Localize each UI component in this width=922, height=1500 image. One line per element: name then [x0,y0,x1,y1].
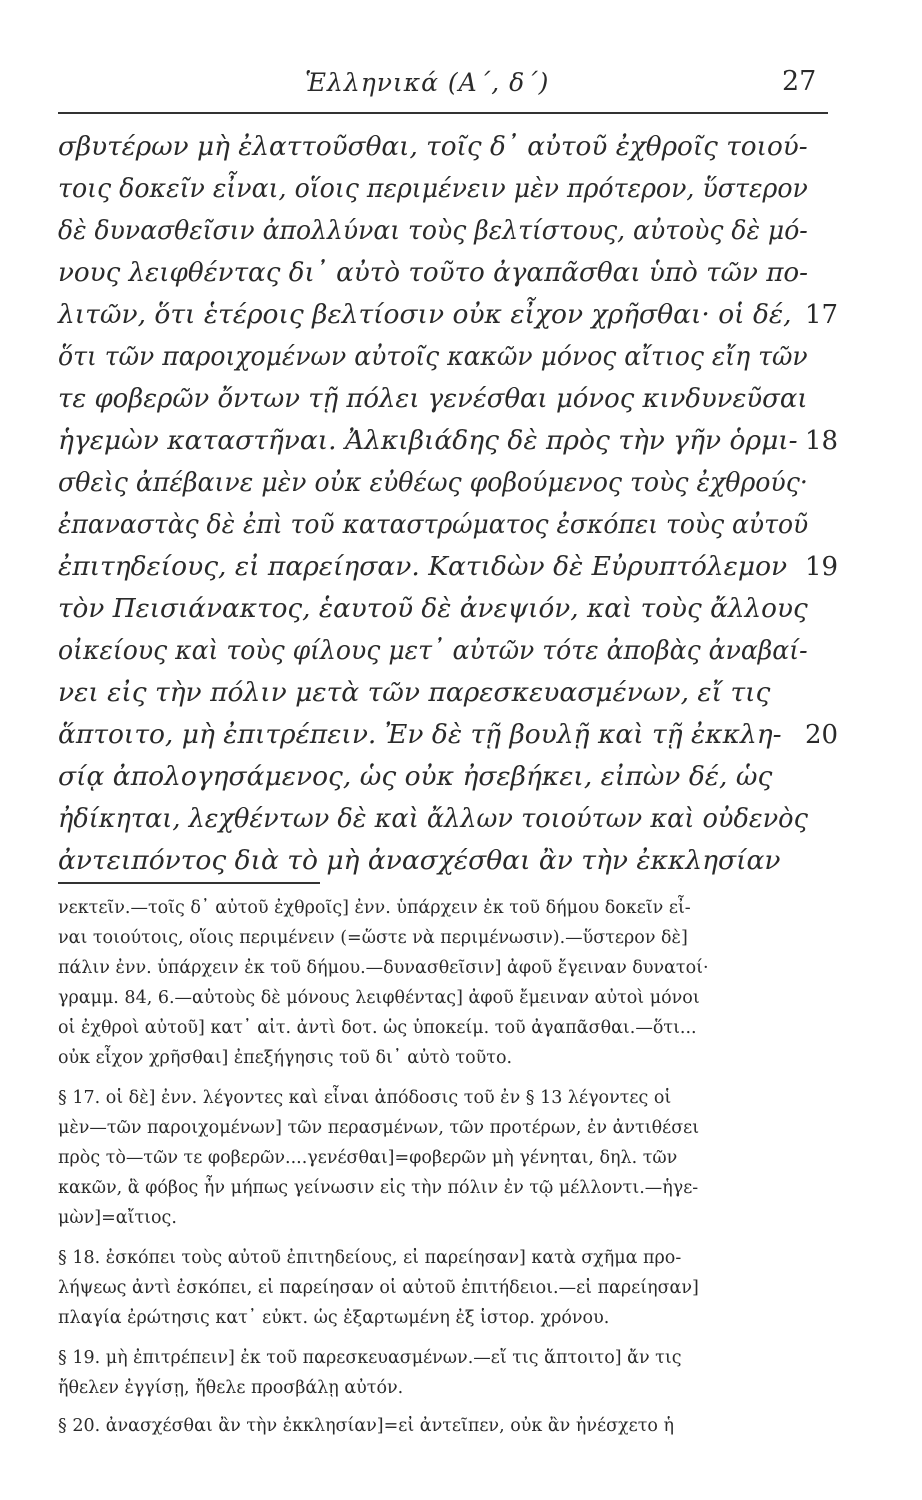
note-line: § 20. ἀνασχέσθαι ἂν τὴν ἐκκλησίαν]=εἰ ἀντεῖπεν, οὐκ ἂν ἠνέσχετο ἡ [58,1416,674,1436]
note-line: μὼν]=αἴτιος. [58,1208,177,1228]
text-line: ὅτι τῶν παροιχομένων αὐτοῖς κακῶν μόνος αἴτιος εἴη τῶν [58,341,808,372]
note-line: § 18. ἐσκόπει τοὺς αὐτοῦ ἐπιτηδείους, εἰ παρείησαν] κατὰ σχῆμα προ- [58,1248,682,1268]
text-line: τοις δοκεῖν εἶναι, οἵοις περιμένειν μὲν πρότερον, ὕστερον [58,173,808,204]
note-line: πρὸς τὸ—τῶν τε φοβερῶν....γενέσθαι]=φοβερῶν μὴ γένηται, δηλ. τῶν [58,1148,678,1168]
note-line: νεκτεῖν.—τοῖς δ᾽ αὐτοῦ ἐχθροῖς] ἐνν. ὑπάρχειν ἐκ τοῦ δήμου δοκεῖν εἶ- [58,898,691,918]
note-line: § 17. οἱ δὲ] ἐνν. λέγοντες καὶ εἶναι ἀπόδοσις τοῦ ἐν § 13 λέγοντες οἱ [58,1088,672,1108]
text-line: νει εἰς τὴν πόλιν μετὰ τῶν παρεσκευασμένων, εἴ τις [58,677,771,708]
page-number: 27 [782,66,817,97]
text-line: νους λειφθέντας δι᾽ αὐτὸ τοῦτο ἀγαπᾶσθαι ὑπὸ τῶν πο- [58,257,809,288]
text-line: δὲ δυνασθεῖσιν ἀπολλύναι τοὺς βελτίστους, αὐτοὺς δὲ μό- [58,215,808,246]
text-line: ἅπτοιτο, μὴ ἐπιτρέπειν. Ἐν δὲ τῇ βουλῇ καὶ τῇ ἐκκλη- [58,719,782,750]
header-rule [58,112,828,114]
line-number: 19 [805,552,839,582]
text-line: ἐπιτηδείους, εἰ παρείησαν. Κατιδὼν δὲ Εὐρυπτόλεμον [58,551,788,582]
text-line: λιτῶν, ὅτι ἑτέροις βελτίοσιν οὐκ εἶχον χρῆσθαι· οἱ δέ, [58,299,792,330]
running-head-title: Ἑλληνικά (Α΄, δ΄) [305,68,550,97]
note-line: λήψεως ἀντὶ ἐσκόπει, εἰ παρείησαν οἱ αὐτοῦ ἐπιτήδειοι.—εἰ παρείησαν] [58,1278,699,1298]
text-line: σβυτέρων μὴ ἐλαττοῦσθαι, τοῖς δ᾽ αὐτοῦ ἐχθροῖς τοιού- [58,131,808,162]
text-line: ἀντειπόντος διὰ τὸ μὴ ἀνασχέσθαι ἂν τὴν ἐκκλησίαν [58,845,781,876]
note-line: μὲν—τῶν παροιχομένων] τῶν περασμένων, τῶν προτέρων, ἐν ἀντιθέσει [58,1118,700,1138]
text-line: ἡγεμὼν καταστῆναι. Ἀλκιβιάδης δὲ πρὸς τὴν γῆν ὁρμι- [58,425,798,456]
note-line: οἱ ἐχθροὶ αὐτοῦ] κατ᾽ αἰτ. ἀντὶ δοτ. ὡς ὑποκείμ. τοῦ ἀγαπᾶσθαι.—ὅτι... [58,1018,697,1038]
note-line: ναι τοιούτοις, οἵοις περιμένειν (=ὥστε νὰ περιμένωσιν).—ὕστερον δὲ] [58,928,688,948]
note-line: γραμμ. 84, 6.—αὐτοὺς δὲ μόνους λειφθέντας] ἀφοῦ ἔμειναν αὐτοὶ μόνοι [58,988,700,1008]
line-number: 18 [805,426,839,456]
note-line: ἤθελεν ἐγγίσῃ, ἤθελε προσβάλῃ αὐτόν. [58,1378,404,1398]
note-line: § 19. μὴ ἐπιτρέπειν] ἐκ τοῦ παρεσκευασμένων.—εἴ τις ἅπτοιτο] ἄν τις [58,1348,682,1368]
text-line: τε φοβερῶν ὄντων τῇ πόλει γενέσθαι μόνος κινδυνεῦσαι [58,383,808,414]
note-line: οὐκ εἶχον χρῆσθαι] ἐπεξήγησις τοῦ δι᾽ αὐτὸ τοῦτο. [58,1048,513,1068]
note-line: πάλιν ἐνν. ὑπάρχειν ἐκ τοῦ δήμου.—δυνασθεῖσιν] ἀφοῦ ἔγειναν δυνατοί· [58,958,709,978]
text-line: ἠδίκηται, λεχθέντων δὲ καὶ ἄλλων τοιούτων καὶ οὐδενὸς [58,803,808,834]
note-line: κακῶν, ἃ φόβος ἦν μήπως γείνωσιν εἰς τὴν πόλιν ἐν τῷ μέλλοντι.—ἡγε- [58,1178,699,1198]
text-line: τὸν Πεισιάνακτος, ἑαυτοῦ δὲ ἀνεψιόν, καὶ τοὺς ἄλλους [58,593,808,624]
text-line: σθεὶς ἀπέβαινε μὲν οὐκ εὐθέως φοβούμενος τοὺς ἐχθρούς· [58,467,808,498]
text-line: οἰκείους καὶ τοὺς φίλους μετ᾽ αὐτῶν τότε ἀποβὰς ἀναβαί- [58,635,808,666]
note-line: πλαγία ἐρώτησις κατ᾽ εὐκτ. ὡς ἐξαρτωμένη ἐξ ἱστορ. χρόνου. [58,1308,610,1328]
footnote-rule [58,882,320,884]
line-number: 17 [805,300,839,330]
text-line: ἐπαναστὰς δὲ ἐπὶ τοῦ καταστρώματος ἐσκόπει τοὺς αὐτοῦ [58,509,809,540]
text-line: σίᾳ ἀπολογησάμενος, ὡς οὐκ ἠσεβήκει, εἰπὼν δέ, ὡς [58,761,773,792]
line-number: 20 [805,720,839,750]
